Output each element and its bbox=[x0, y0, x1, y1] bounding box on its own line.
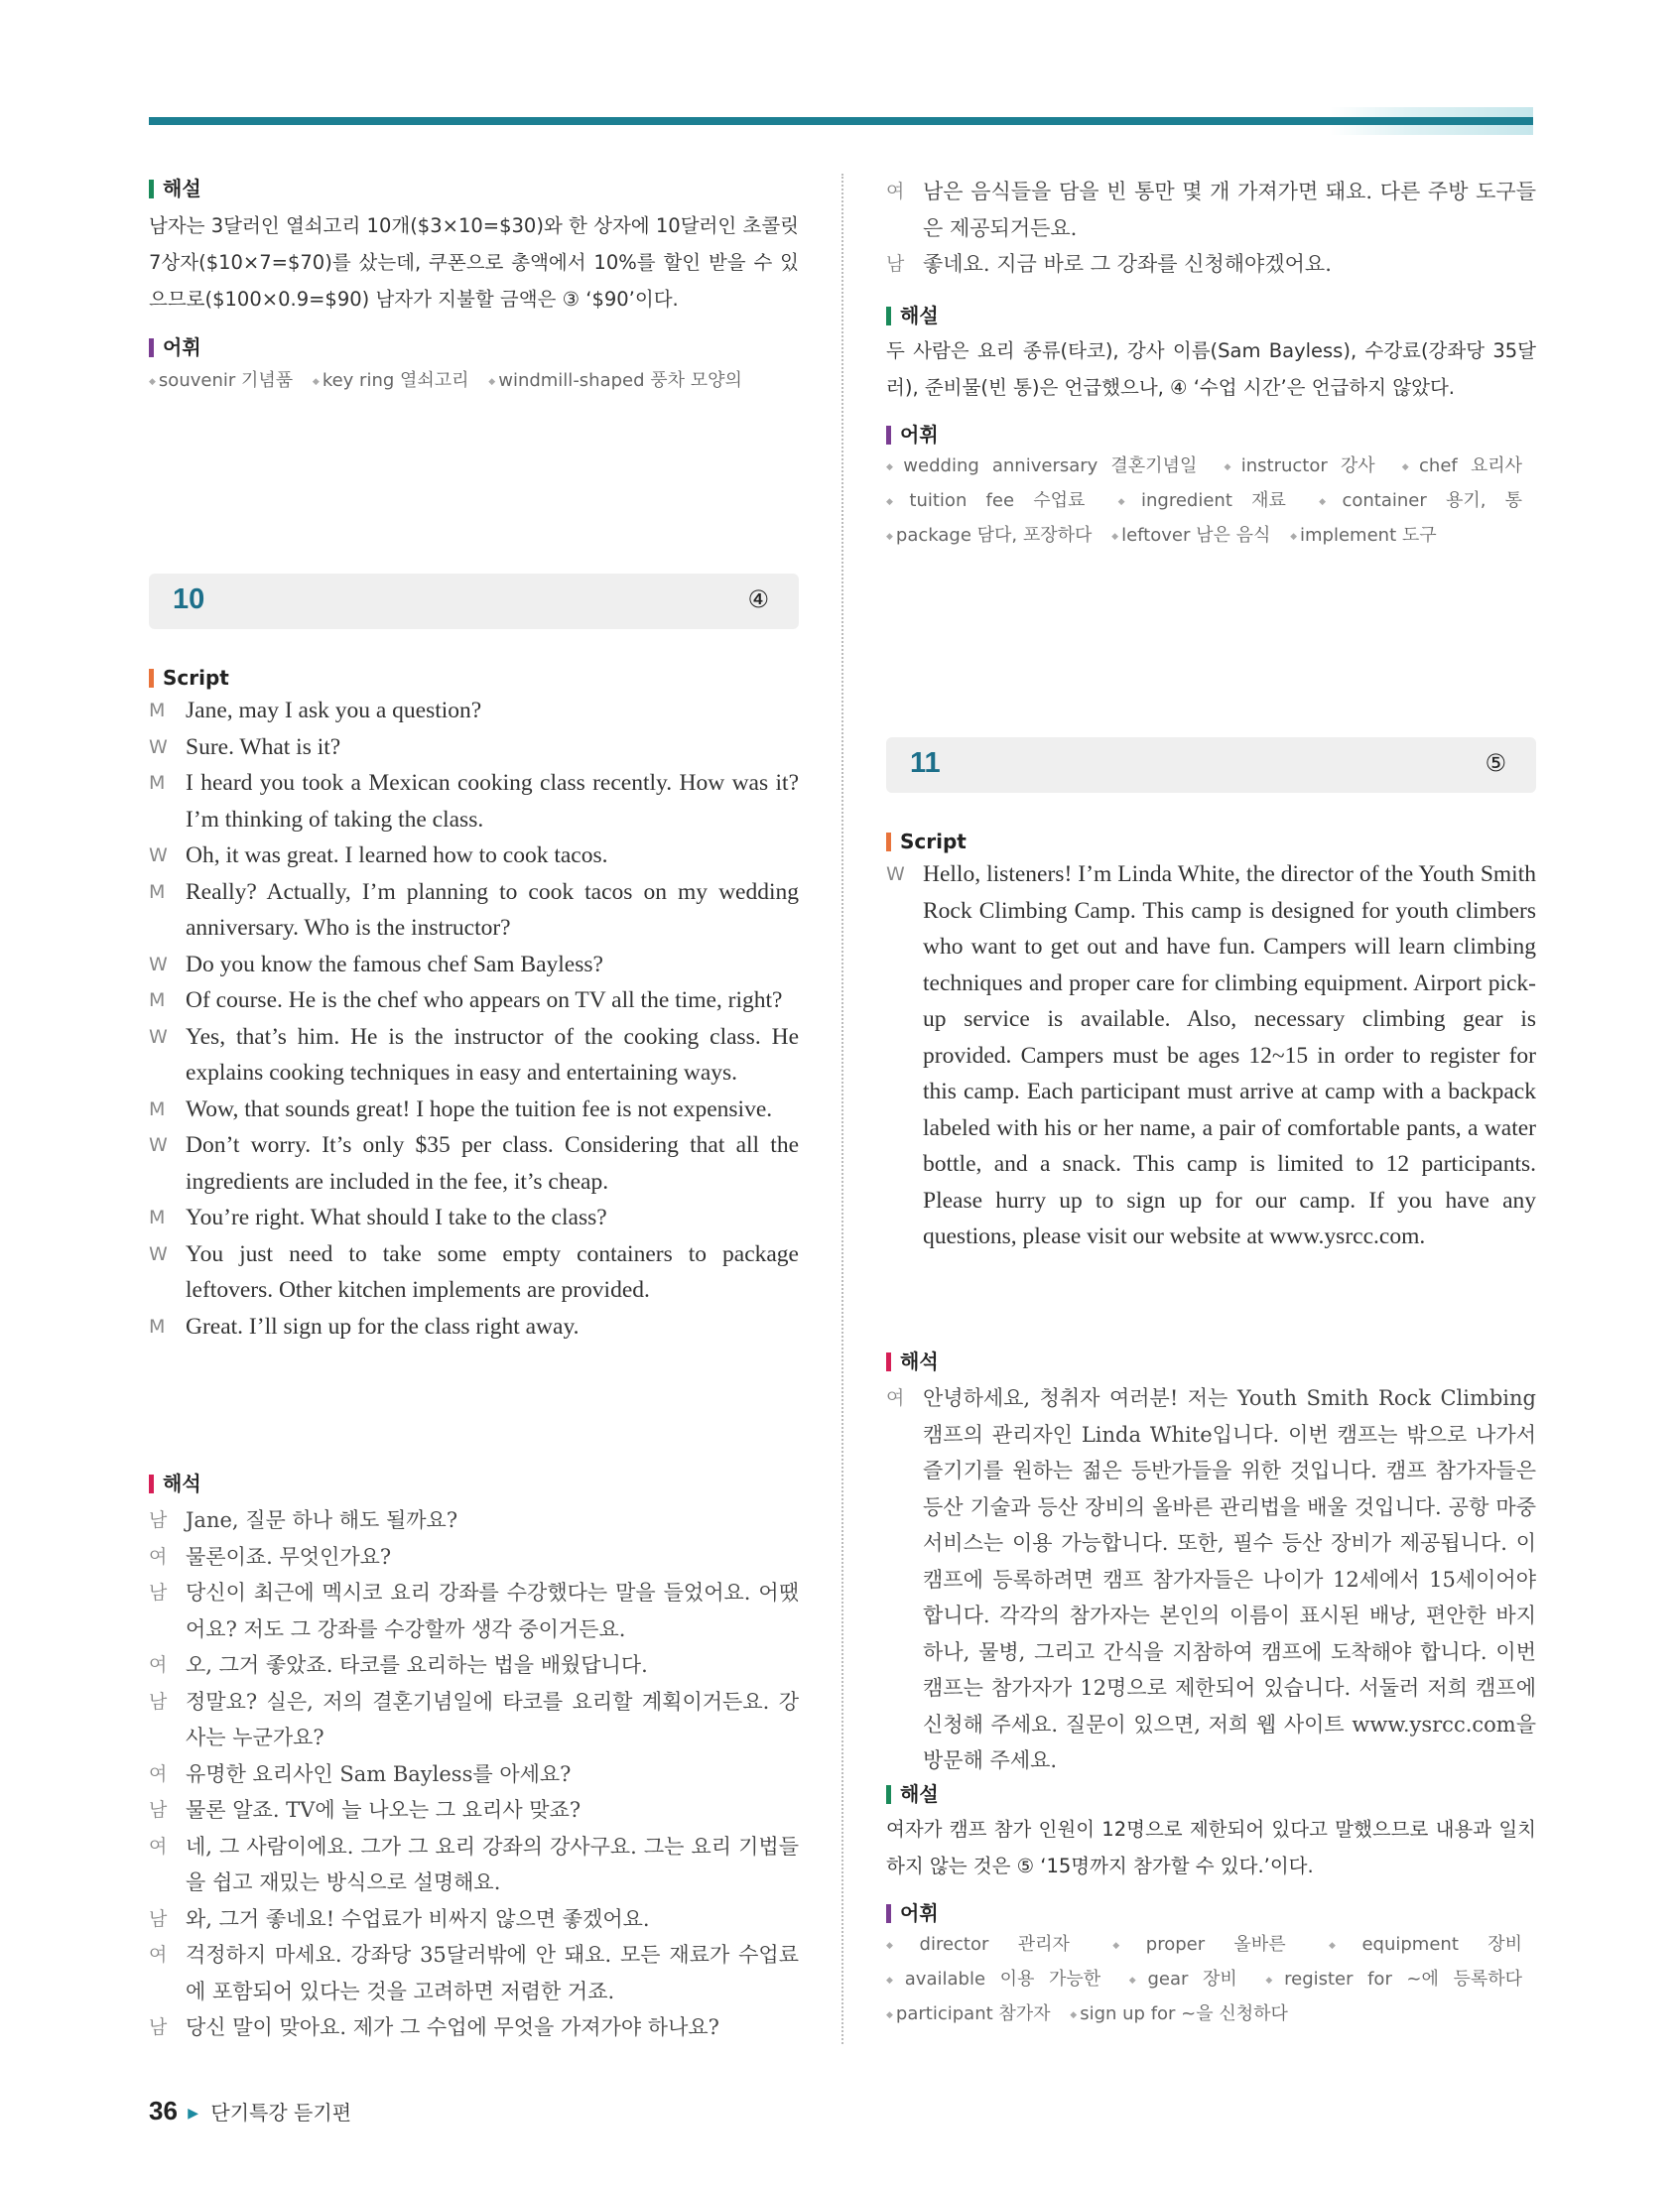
dialogue-line bbox=[149, 1647, 799, 1684]
question-number: 10 bbox=[173, 583, 205, 615]
dialogue-line bbox=[149, 1539, 799, 1576]
dialogue-text: 걱정하지 마세요. 강좌당 35달러밖에 안 돼요. 모든 재료가 수업료에 포함되어 있다는 것을 고려하면 저렴한 거죠. bbox=[186, 1943, 799, 2003]
script-lines bbox=[886, 856, 1536, 1255]
script-lines bbox=[149, 693, 799, 1345]
haeseol-text: 여자가 캠프 참가 인원이 12명으로 제한되어 있다고 말했으므로 내용과 일치하지 않는 것은 ⑤ ‘15명까지 참가할 수 있다.’이다. bbox=[886, 1818, 1536, 1877]
dialogue-line bbox=[149, 1236, 799, 1309]
speaker-label: M bbox=[149, 1097, 166, 1120]
speaker-label: 여 bbox=[149, 1654, 168, 1676]
dialogue-text: Do you know the famous chef Sam Bayless? bbox=[186, 951, 603, 977]
question-number: 11 bbox=[910, 747, 941, 779]
dialogue-text: 오, 그거 좋았죠. 타코를 요리하는 법을 배웠답니다. bbox=[186, 1653, 648, 1677]
vocab-item: ◆ gear 장비 bbox=[1129, 1969, 1237, 1990]
vocab-item: ◆ key ring 열쇠고리 bbox=[313, 370, 469, 391]
dialogue-line bbox=[149, 1937, 799, 2009]
vocab-item: ◆ tuition fee 수업료 bbox=[886, 490, 1085, 511]
question-answer: ④ bbox=[747, 585, 769, 613]
vocab-item: ◆ sign up for ~을 신청하다 bbox=[1070, 2003, 1288, 2024]
dialogue-text: Sure. What is it? bbox=[186, 733, 341, 760]
question-10-header bbox=[149, 574, 799, 629]
q10-translation-continued bbox=[886, 174, 1536, 283]
translation-lines bbox=[886, 1380, 1536, 1779]
haeseol-heading: 해설 bbox=[886, 1779, 1536, 1809]
speaker-label: W bbox=[149, 735, 168, 758]
script-heading: Script bbox=[149, 663, 799, 693]
script-heading: Script bbox=[886, 827, 1536, 856]
haeseol-text: 두 사람은 요리 종류(타코), 강사 이름(Sam Bayless), 수강료(강좌당 35달러), 준비물(빈 통)은 언급했으나, ④ ‘수업 시간’은 언급하지 않았다. bbox=[886, 339, 1536, 399]
vocab-item: ◆ leftover 남은 음식 bbox=[1111, 525, 1270, 546]
vocab-item: ◆ package 담다, 포장하다 bbox=[886, 525, 1092, 546]
dialogue-text: 당신 말이 맞아요. 제가 그 수업에 무엇을 가져가야 하나요? bbox=[186, 2015, 719, 2039]
dialogue-line bbox=[149, 1127, 799, 1200]
dialogue-text: 와, 그거 좋네요! 수업료가 비싸지 않으면 좋겠어요. bbox=[186, 1906, 650, 1931]
vocab-item: ◆ container 용기, 통 bbox=[1319, 490, 1522, 511]
dialogue-text: You just need to take some empty containers to package leftovers. Other kitchen implements are provided. bbox=[186, 1240, 799, 1303]
dialogue-text: Don’t worry. It’s only $35 per class. Considering that all the ingredients are included in the fee, it’s cheap. bbox=[186, 1132, 799, 1195]
speaker-label: 남 bbox=[886, 253, 905, 275]
q10-script bbox=[149, 663, 799, 1345]
speaker-label: W bbox=[149, 953, 168, 975]
dialogue-line bbox=[149, 1756, 799, 1793]
dialogue-line bbox=[149, 1309, 799, 1346]
vocab-item: ◆ implement 도구 bbox=[1290, 525, 1437, 546]
haeseok-heading: 해석 bbox=[149, 1469, 799, 1498]
dialogue-text: 안녕하세요, 청취자 여러분! 저는 Youth Smith Rock Climbing 캠프의 관리자인 Linda White입니다. 이번 캠프는 밖으로 나가서 즐기기를 원하는 젊은 등반가들을 위한 것입니다. 캠프 참가자들은 등산 기술과 등산 장비의 올바른 관리법을 배울 것입니다. 공항 마중 서비스는 이용 가능합니다. 또한, 필수 등산 장비가 제공됩니다. 이 캠프에 등록하려면 캠프 참가자들은 나이가 12세에서 15세이어야 합니다. 각각의 참가자는 본인의 이름이 표시된 배낭, 편안한 바지 하나, 물병, 그리고 간식을 지참하여 캠프에 도착해야 합니다. 이번 캠프는 참가자가 12명으로 제한되어 있습니다. 서둘러 저희 캠프에 신청해 주세요. 질문이 있으면, 저희 웹 사이트 www.ysrcc.com을 방문해 주세요. bbox=[923, 1386, 1536, 1772]
dialogue-line bbox=[149, 982, 799, 1019]
vocab-item: ◆ available 이용 가능한 bbox=[886, 1969, 1100, 1990]
dialogue-line bbox=[149, 1092, 799, 1128]
speaker-label: W bbox=[886, 863, 905, 885]
dialogue-text: 물론이죠. 무엇인가요? bbox=[186, 1544, 392, 1569]
dialogue-text: 좋네요. 지금 바로 그 강좌를 신청해야겠어요. bbox=[923, 252, 1332, 276]
vocab-item: ◆ equipment 장비 bbox=[1329, 1934, 1522, 1955]
speaker-label: 여 bbox=[149, 1835, 168, 1858]
dialogue-text: 당신이 최근에 멕시코 요리 강좌를 수강했다는 말을 들었어요. 어땠어요? 저도 그 강좌를 수강할까 생각 중이거든요. bbox=[186, 1581, 799, 1641]
speaker-label: 남 bbox=[149, 1907, 168, 1930]
vocab-item: ◆ chef 요리사 bbox=[1402, 455, 1522, 476]
speaker-label: M bbox=[149, 880, 166, 903]
page-footer bbox=[149, 2096, 351, 2126]
vocab-item: ◆ director 관리자 bbox=[886, 1934, 1070, 1955]
q9-vocabulary bbox=[149, 332, 799, 399]
translation-lines bbox=[886, 174, 1536, 283]
speaker-label: 남 bbox=[149, 2016, 168, 2038]
dialogue-line bbox=[149, 947, 799, 983]
dialogue-line bbox=[886, 856, 1536, 1255]
dialogue-line bbox=[149, 1019, 799, 1092]
dialogue-line bbox=[886, 246, 1536, 283]
dialogue-text: Jane, 질문 하나 해도 될까요? bbox=[186, 1508, 458, 1532]
question-11-header bbox=[886, 737, 1536, 793]
speaker-label: 남 bbox=[149, 1799, 168, 1821]
dialogue-line bbox=[886, 174, 1536, 246]
dialogue-line bbox=[149, 2009, 799, 2046]
speaker-label: 남 bbox=[149, 1690, 168, 1713]
speaker-label: 여 bbox=[886, 1387, 905, 1409]
dialogue-text: Yes, that’s him. He is the instructor of the cooking class. He explains cooking techniques in easy and entertaining ways. bbox=[186, 1023, 799, 1086]
haeseol-heading: 해설 bbox=[149, 174, 799, 203]
speaker-label: M bbox=[149, 772, 166, 794]
dialogue-line bbox=[149, 1200, 799, 1236]
speaker-label: W bbox=[149, 1134, 168, 1156]
dialogue-text: 물론 알죠. TV에 늘 나오는 그 요리사 맞죠? bbox=[186, 1798, 582, 1822]
vocab-item: ◆ ingredient 재료 bbox=[1118, 490, 1286, 511]
dialogue-line bbox=[149, 693, 799, 729]
dialogue-line bbox=[149, 1829, 799, 1901]
q10-translation bbox=[149, 1469, 799, 2046]
dialogue-line bbox=[149, 837, 799, 874]
dialogue-text: I heard you took a Mexican cooking class recently. How was it? I’m thinking of taking the class. bbox=[186, 770, 799, 833]
speaker-label: W bbox=[149, 1025, 168, 1048]
dialogue-text: Oh, it was great. I learned how to cook tacos. bbox=[186, 842, 608, 868]
book-title: 단기특강 듣기편 bbox=[210, 2101, 352, 2124]
haeseol-heading: 해설 bbox=[886, 301, 1536, 330]
dialogue-text: Great. I’ll sign up for the class right away. bbox=[186, 1313, 580, 1340]
q11-vocabulary bbox=[886, 1898, 1536, 2032]
dialogue-text: Wow, that sounds great! I hope the tuition fee is not expensive. bbox=[186, 1095, 773, 1122]
speaker-label: 남 bbox=[149, 1582, 168, 1604]
dialogue-line bbox=[149, 874, 799, 947]
dialogue-text: 네, 그 사람이에요. 그가 그 요리 강좌의 강사구요. 그는 요리 기법들을 쉽고 재밌는 방식으로 설명해요. bbox=[186, 1834, 799, 1894]
dialogue-line bbox=[149, 1901, 799, 1938]
speaker-label: W bbox=[149, 844, 168, 866]
dialogue-text: 남은 음식들을 담을 빈 통만 몇 개 가져가면 돼요. 다른 주방 도구들은 제공되거든요. bbox=[923, 180, 1536, 240]
dialogue-text: 유명한 요리사인 Sam Bayless를 아세요? bbox=[186, 1761, 572, 1786]
dialogue-line bbox=[149, 1792, 799, 1829]
dialogue-line bbox=[149, 1575, 799, 1647]
vocab-item: ◆ instructor 강사 bbox=[1224, 455, 1374, 476]
dialogue-line bbox=[149, 729, 799, 766]
vocab-item: ◆ register for ~에 등록하다 bbox=[1265, 1969, 1522, 1990]
q11-script bbox=[886, 827, 1536, 1255]
speaker-label: M bbox=[149, 1207, 166, 1228]
dialogue-text: Of course. He is the chef who appears on TV all the time, right? bbox=[186, 987, 783, 1013]
speaker-label: M bbox=[149, 989, 166, 1011]
speaker-label: W bbox=[149, 1242, 168, 1265]
eohwi-heading: 어휘 bbox=[886, 1898, 1536, 1928]
dialogue-text: You’re right. What should I take to the class? bbox=[186, 1205, 607, 1230]
speaker-label: 여 bbox=[886, 181, 905, 202]
speaker-label: 여 bbox=[149, 1762, 168, 1785]
speaker-label: 남 bbox=[149, 1509, 168, 1531]
q11-translation bbox=[886, 1347, 1536, 1779]
vocab-item: ◆ proper 올바른 bbox=[1112, 1934, 1285, 1955]
speaker-label: 여 bbox=[149, 1944, 168, 1966]
dialogue-text: Jane, may I ask you a question? bbox=[186, 698, 482, 723]
dialogue-text: Hello, listeners! I’m Linda White, the director of the Youth Smith Rock Climbing Camp. This camp is designed for youth climbers who want to get out and have fun. Campers will learn climbing techniques and proper care for climbing equipment. Airport pick-up service is available. Also, necessary climbing gear is provided. Campers must be ages 12~15 in order to register for this camp. Each participant must arrive at camp with a backpack labeled with his or her name, a pair of comfortable pants, a water bottle, and a snack. This camp is limited to 12 participants. Please hurry up to sign up for our camp. If you have any questions, please visit our website at www.ysrcc.com. bbox=[923, 861, 1536, 1249]
vocab-list bbox=[886, 450, 1536, 554]
triangle-icon: ▶ bbox=[188, 2106, 199, 2122]
q11-explanation bbox=[886, 1779, 1536, 1884]
q9-explanation bbox=[149, 174, 799, 318]
dialogue-line bbox=[149, 1502, 799, 1539]
eohwi-heading: 어휘 bbox=[886, 420, 1536, 450]
vocab-list bbox=[886, 1928, 1536, 2032]
dialogue-line bbox=[149, 765, 799, 837]
speaker-label: M bbox=[149, 700, 166, 721]
speaker-label: M bbox=[149, 1315, 166, 1338]
page-number: 36 bbox=[149, 2096, 178, 2125]
speaker-label: 여 bbox=[149, 1545, 168, 1568]
eohwi-heading: 어휘 bbox=[149, 332, 799, 362]
haeseok-heading: 해석 bbox=[886, 1347, 1536, 1376]
vocab-item: ◆ wedding anniversary 결혼기념일 bbox=[886, 455, 1197, 476]
dialogue-text: 정말요? 실은, 저의 결혼기념일에 타코를 요리할 계획이거든요. 강사는 누군가요? bbox=[186, 1689, 799, 1749]
translation-lines bbox=[149, 1502, 799, 2046]
q10-vocabulary bbox=[886, 420, 1536, 554]
header-rule bbox=[149, 117, 1533, 125]
vocab-item: ◆ windmill-shaped 풍차 모양의 bbox=[488, 370, 742, 391]
question-answer: ⑤ bbox=[1485, 749, 1506, 777]
dialogue-text: Really? Actually, I’m planning to cook tacos on my wedding anniversary. Who is the instructor? bbox=[186, 878, 799, 941]
vocab-item: ◆ souvenir 기념품 bbox=[149, 370, 293, 391]
dialogue-line bbox=[149, 1684, 799, 1756]
vocab-item: ◆ participant 참가자 bbox=[886, 2003, 1051, 2024]
dialogue-line bbox=[886, 1380, 1536, 1779]
q10-explanation bbox=[886, 301, 1536, 406]
haeseol-text: 남자는 3달러인 열쇠고리 10개($3×10=$30)와 한 상자에 10달러인 초콜릿 7상자($10×7=$70)를 샀는데, 쿠폰으로 총액에서 10%를 할인 받을 수 있으므로($100×0.9=$90) 남자가 지불할 금액은 ③ ‘$90’이다. bbox=[149, 214, 799, 311]
vocab-list bbox=[149, 364, 799, 399]
column-divider bbox=[841, 174, 843, 2044]
